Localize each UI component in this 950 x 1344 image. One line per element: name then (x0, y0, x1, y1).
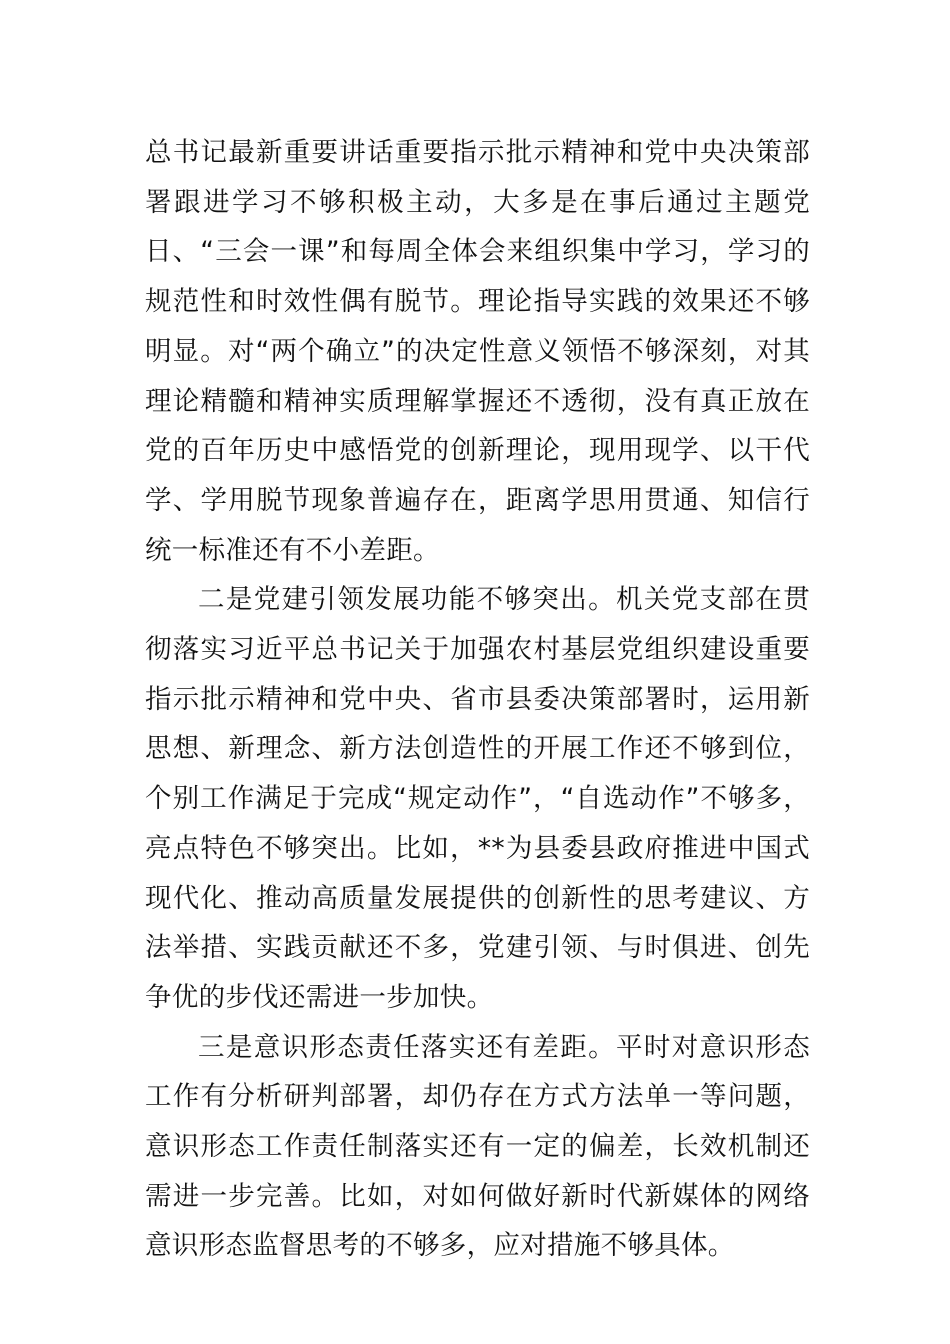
paragraph-party-building: 二是党建引领发展功能不够突出。机关党支部在贯彻落实习近平总书记关于加强农村基层党组织建设重要指示批示精神和党中央、省市县委决策部署时，运用新思想、新理念、新方法创造性的开展工作还不够到位，个别工作满足于完成“规定动作”，“自选动作”不够多，亮点特色不够突出。比如，**为县委县政府推进中国式现代化、推动高质量发展提供的创新性的思考建议、方法举措、实践贡献还不多，党建引领、与时俱进、创先争优的步伐还需进一步加快。 (145, 584, 810, 1013)
paragraph-continuation: 总书记最新重要讲话重要指示批示精神和党中央决策部署跟进学习不够积极主动，大多是在事后通过主题党日、“三会一课”和每周全体会来组织集中学习，学习的规范性和时效性偶有脱节。理论指导实践的效果还不够明显。对“两个确立”的决定性意义领悟不够深刻，对其理论精髓和精神实质理解掌握还不透彻，没有真正放在党的百年历史中感悟党的创新理论，现用现学、以干代学、学用脱节现象普遍存在，距离学思用贯通、知信行统一标准还有不小差距。 (145, 137, 810, 566)
document-body (145, 128, 810, 1271)
paragraph-ideology: 三是意识形态责任落实还有差距。平时对意识形态工作有分析研判部署，却仍存在方式方法单一等问题，意识形态工作责任制落实还有一定的偏差，长效机制还需进一步完善。比如，对如何做好新时代新媒体的网络意识形态监督思考的不够多，应对措施不够具体。 (145, 1031, 810, 1262)
